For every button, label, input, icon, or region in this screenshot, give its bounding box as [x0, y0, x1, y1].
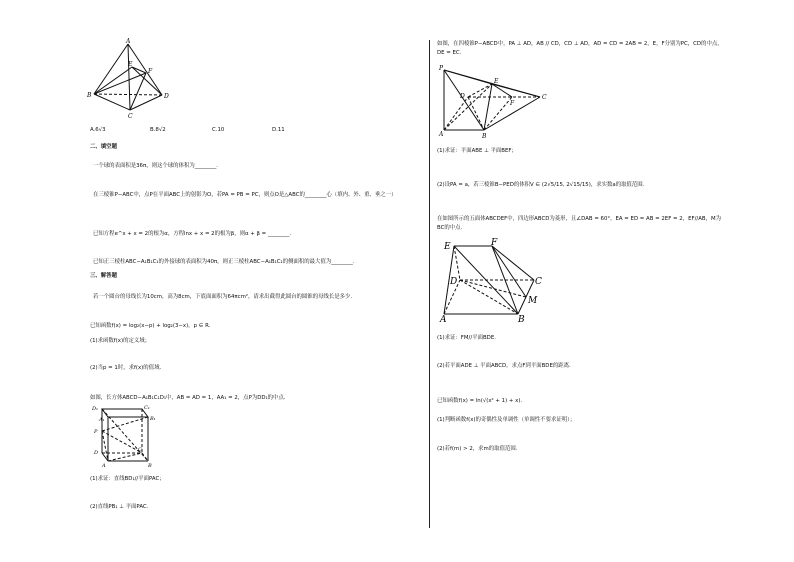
cuboid-figure	[90, 405, 160, 470]
column-divider	[429, 40, 430, 528]
fig3-label-f: F	[510, 100, 515, 107]
question-sphere: 一个球的表面积是36π，则这个球的体积为________.	[93, 163, 219, 169]
question-pentahedron-part2: (2)若平面ADE ⊥ 平面ABCD，求点F到平面BDE的距离.	[437, 363, 571, 369]
fig3-label-a: A	[439, 131, 444, 138]
question-function-part1: (1)求函数f(x)的定义域；	[90, 338, 151, 344]
fig4-label-m: M	[528, 296, 538, 306]
choice-a: A.6√3	[90, 127, 106, 133]
fig4-label-d: D	[450, 277, 458, 287]
question-log-function-part1: (1)判断函数f(x)的奇偶性及单调性（单调性不要求证明）；	[437, 417, 576, 423]
fig1-label-d: D	[164, 93, 169, 100]
fig3-label-c: C	[542, 94, 547, 101]
question-quad-pyramid-intro: 如图，在四棱锥P−ABCD中，PA ⊥ AD，AB // CD，CD ⊥ AD，AD = CD = 2AB = 2，E，F分别为PC，CD的中点，	[437, 41, 723, 47]
question-function: 已知函数f(x) = log₂(x−p) + log₂(3−x)，p ∈ R.	[90, 323, 211, 329]
question-cuboid-part1: (1)求证：直线BD₁//平面PAC；	[90, 476, 165, 482]
choice-b: B.8√2	[150, 127, 166, 133]
question-pentahedron-part1: (1)求证：FM//平面BDE.	[437, 335, 496, 341]
question-function-part2: (2)当p = 1时，求f(x)的值域.	[90, 365, 162, 371]
fig3-label-p: P	[439, 65, 444, 72]
fig2-label-d1: D₁	[92, 406, 99, 412]
fig4-label-a: A	[440, 315, 447, 325]
section-fill-in-heading: 二、填空题	[90, 144, 117, 150]
choice-d: D.11	[272, 127, 285, 133]
fig1-label-a: A	[126, 38, 131, 45]
question-log-function: 已知函数f(x) = ln(√(x² + 1) + x).	[437, 398, 523, 404]
choice-c: C.10	[212, 127, 225, 133]
tetrahedron-figure	[86, 40, 176, 122]
question-pentahedron-intro: 在如图所示的五面体ABCDEF中，四边形ABCD为菱形，且∠DAB = 60°，EA = ED = AB = 2EF = 2，EF//AB，M为	[437, 216, 722, 222]
question-quad-pyramid-part2: (2)设PA = a，若三棱锥B−PED的体积V ∈ (2√5/15, 2√15/15)，求实数a的取值范围.	[437, 182, 645, 188]
quad-pyramid-figure	[436, 62, 556, 140]
question-pyramid-center: 在三棱锥P−ABC中，点P在平面ABC上的射影为O，若PA = PB = PC，则点O是△ABC的________心（填内、外、重、垂之一）	[93, 192, 397, 198]
fig1-label-e: E	[128, 61, 133, 68]
fig3-label-d: D	[460, 93, 465, 100]
question-log-function-part2: (2)若f(m) > 2，求m的取值范围.	[437, 446, 518, 452]
question-cuboid-part2: (2)直线PB₁ ⊥ 平面PAC.	[90, 504, 149, 510]
fig4-label-e: E	[444, 242, 451, 252]
pentahedron-figure	[440, 236, 550, 325]
fig1-label-f: F	[148, 68, 153, 75]
fig4-label-b: B	[518, 315, 525, 325]
fig1-label-b: B	[87, 92, 92, 99]
fig2-label-d: D	[94, 450, 99, 456]
question-pentahedron-intro-cont: BC的中点.	[437, 225, 463, 231]
fig2-label-c: C	[138, 447, 142, 453]
fig3-label-b: B	[482, 133, 487, 140]
fig2-label-b: B	[148, 463, 152, 469]
question-roots: 已知方程e^x + x = 2的根为α，方程lnx + x = 2的根为β，则α + β = ________.	[93, 231, 292, 237]
fig2-label-b1: B₁	[150, 416, 156, 422]
fig2-label-c1: C₁	[144, 405, 150, 411]
fig1-label-c: C	[128, 113, 133, 120]
question-prism: 已知正三棱柱ABC−A₁B₁C₁的外接球的表面积为40π，则正三棱柱ABC−A₁B₁C₁的侧面积的最大值为________.	[93, 259, 355, 265]
question-cuboid: 如图，长方体ABCD−A₁B₁C₁D₁中，AB = AD = 1，AA₁ = 2，点P为DD₁的中点.	[90, 395, 286, 401]
fig4-label-c: C	[535, 277, 542, 287]
fig2-label-p: P	[94, 429, 98, 435]
question-quad-pyramid-intro-cont: DE = EC.	[437, 50, 462, 56]
section-solution-heading: 三、解答题	[90, 273, 117, 279]
fig2-label-a: A	[102, 463, 106, 469]
fig4-label-f: F	[491, 238, 498, 248]
fig2-label-a1: A₁	[99, 417, 105, 423]
question-frustum: 若一个圆台的母线长为10cm，高为8cm，下底面面积为64πcm²，请求出截得此圆台的圆锥的母线长是多少.	[93, 294, 353, 300]
fig3-label-e: E	[494, 78, 499, 85]
question-quad-pyramid-part1: (1)求证：平面ABE ⊥ 平面BEF；	[437, 148, 517, 154]
